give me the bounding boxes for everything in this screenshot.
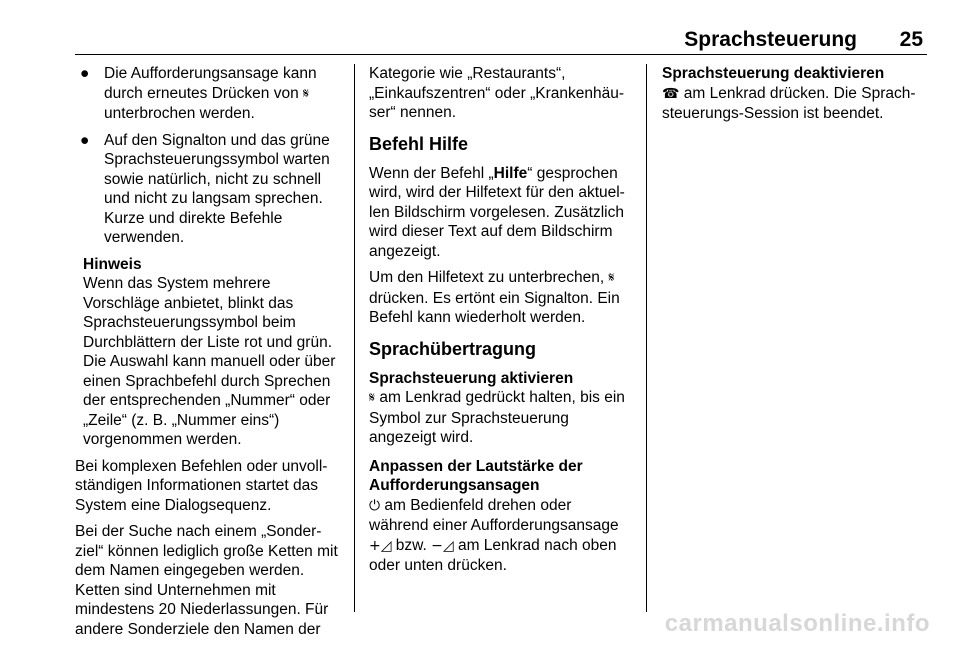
paragraph: Um den Hilfetext zu unterbrechen, 𝄋 drücken. Es ertönt ein Signalton. Ein Befehl kann wiederholt werden.	[369, 269, 620, 326]
voice-control-icon: 𝄋	[369, 390, 376, 406]
column-divider	[646, 64, 647, 612]
subheading-lautstaerke: Anpassen der Lautstärke der Aufforderungsansagen	[369, 457, 583, 494]
voice-control-icon: 𝄋	[303, 85, 310, 102]
end-call-icon: ☎	[662, 85, 680, 102]
column-1	[75, 64, 347, 646]
section-heading-sprachuebertragung: Sprachübertragung	[369, 338, 537, 359]
note-box	[75, 255, 347, 450]
column-divider	[354, 64, 355, 612]
power-knob-icon: ⏻	[369, 497, 381, 514]
paragraph: 𝄋 am Lenkrad gedrückt halten, bis ein Symbol zur Sprachsteuerung angezeigt wird.	[369, 389, 625, 446]
column-3	[662, 64, 927, 131]
paragraph: Kategorie wie „Restaurants“, „Einkaufszentren“ oder „Krankenhäu-ser“ nennen.	[369, 65, 625, 121]
bullet-item: ● Die Aufforderungsansage kann durch erneutes Drücken von 𝄋 unterbrochen werden.	[80, 65, 317, 122]
page-header	[75, 26, 927, 55]
voice-control-icon: 𝄋	[608, 270, 615, 286]
volume-down-icon: −◿	[431, 537, 454, 554]
paragraph: ☎ am Lenkrad drücken. Die Sprach-steuerungs-Session ist beendet.	[662, 84, 916, 122]
paragraph: ⏻ am Bedienfeld drehen oder während einer Aufforderungsansage +◿ bzw. −◿ am Lenkrad nach oben oder unten drücken.	[369, 496, 619, 574]
paragraph: Wenn der Befehl „Hilfe“ gesprochen wird, wird der Hilfetext für den aktuel-len Bildschirm vorgelesen. Zusätzlich wird dieser Text auf dem Bildschirm angezeigt.	[369, 164, 625, 260]
section-heading-hilfe: Befehl Hilfe	[369, 133, 469, 154]
page-title: Sprachsteuerung	[684, 28, 857, 51]
column-2	[369, 64, 633, 583]
volume-up-icon: +◿	[369, 537, 392, 554]
bullet-item: ● Auf den Signalton und das grüne Sprachsteuerungssymbol warten sowie natürlich, nicht zu schnell und nicht zu langsam sprechen. Kurze und direkte Befehle verwenden.	[80, 131, 330, 246]
note-text: Wenn das System mehrere Vorschläge anbietet, blinkt das Sprachsteuerungssymbol beim Durchblättern der Liste rot und grün. Die Auswahl kann manuell oder über einen Sprachbefehl durch Sprechen der entsprechenden „Nummer“ oder „Zeile“ (z. B. „Nummer eins“) vorgenommen werden.	[83, 275, 336, 448]
paragraph: Bei komplexen Befehlen oder unvoll-ständigen Informationen startet das System eine Dialogsequenz.	[75, 457, 328, 514]
subheading-deaktivieren: Sprachsteuerung deaktivieren	[662, 65, 885, 82]
watermark: carmanualsonline.info	[664, 610, 930, 637]
paragraph: Bei der Suche nach einem „Sonder-ziel“ können lediglich große Ketten mit dem Namen eingegeben werden. Ketten sind Unternehmen mit mindestens 20 Niederlassungen. Für andere Sonderziele den Namen der	[75, 523, 338, 638]
subheading-aktivieren: Sprachsteuerung aktivieren	[369, 369, 574, 387]
page-number: 25	[899, 28, 923, 51]
note-title: Hinweis	[83, 255, 142, 273]
